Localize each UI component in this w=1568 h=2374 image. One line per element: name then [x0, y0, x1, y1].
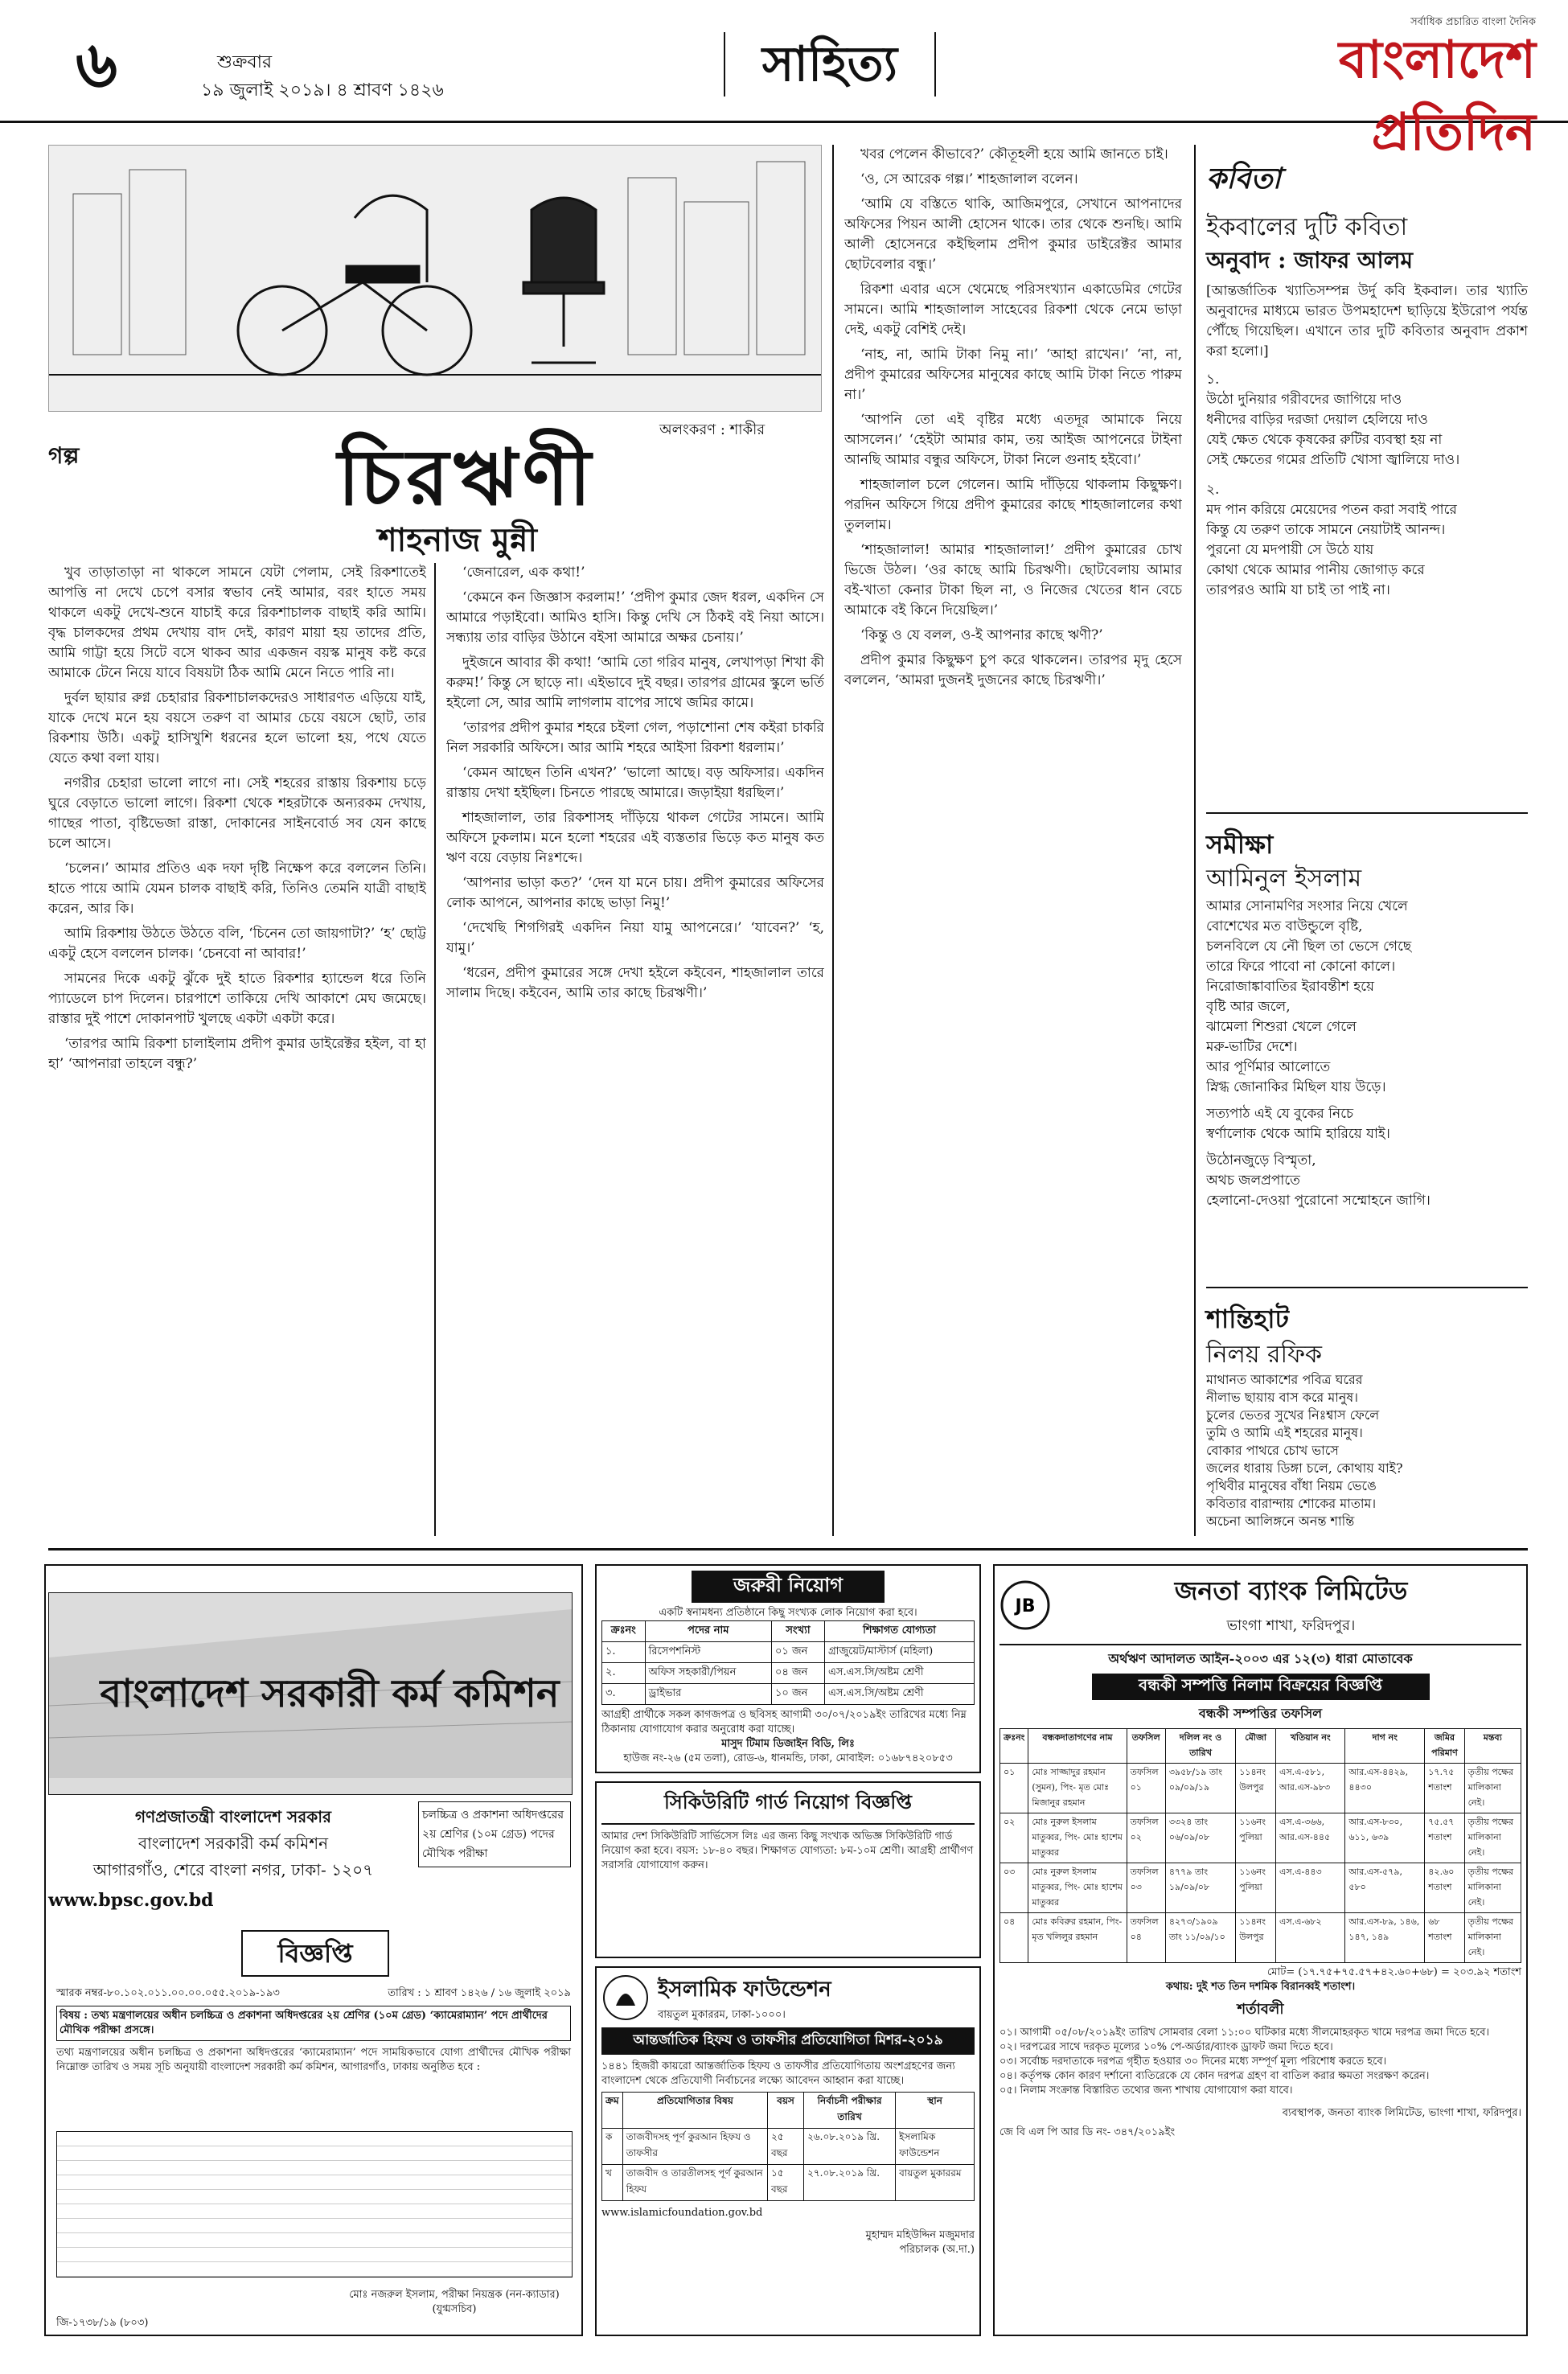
janata-terms: [999, 2026, 1521, 2098]
table-cell: এস.এ-৫৮১, আর.এস-৯৮৩: [1276, 1764, 1345, 1813]
table-cell: ১৭.৭৫ শতাংশ: [1425, 1764, 1464, 1813]
poem-line: চলনবিলে যে নৌ ছিল তা ভেসে গেছে: [1206, 939, 1412, 955]
janata-terms-title: শর্তাবলী: [1237, 2001, 1284, 2018]
table-cell: ১১৪নং উলপুর: [1236, 1913, 1276, 1963]
story-paragraph: শাহজালাল, তার রিকশাসহ দাঁড়িয়ে থাকল গেটের সামনে। আমি অফিসে ঢুকলাম। মনে হলো শহরের এই ব্যস্ততার ভিড়ে কত মানুষ কত ঋণ বয়ে বেড়ায় নিঃশব্দে।: [446, 810, 824, 866]
table-header: দাগ নং: [1345, 1729, 1425, 1764]
table-cell: ৪৭৭৯ তাং ১৯/০৯/০৮: [1165, 1863, 1235, 1913]
table-header-row: [602, 2093, 975, 2129]
story-paragraph: ‘দেখেছি শিগগিরই একদিন নিয়া যামু আপনেরে।’ ‘যাবেন?’ ‘হ, যামু।’: [446, 920, 824, 956]
bpsc-org-block: [48, 1805, 418, 1885]
table-cell: ৪২৭৩/১৯০৯ তাং ১১/০৯/১০: [1165, 1913, 1235, 1963]
bpsc-address: আগারগাঁও, শেরে বাংলা নগর, ঢাকা- ১২০৭: [92, 1860, 374, 1879]
if-signatory: মুহাম্মদ মহিউদ্দিন মজুমদার: [865, 2229, 975, 2241]
bpsc-memo: স্মারক নম্বর-৮০.১০২.০১১.০০.০০.০৫৫.২০১৯-১৯৩: [56, 1987, 280, 1999]
table-row: [602, 2129, 975, 2165]
table-row: [1000, 1863, 1521, 1913]
table-row: [602, 1663, 975, 1684]
logo-tagline: সর্বাধিক প্রচারিত বাংলা দৈনিক: [1410, 16, 1536, 28]
poem-line: আমার সোনামণির সংসার নিয়ে খেলে: [1206, 898, 1408, 914]
table-cell: মোঃ নুরুল ইসলাম মাতুব্বর, পিং- মোঃ হাশেম মাতুব্বর: [1028, 1813, 1127, 1863]
section-title: সাহিত্য: [724, 32, 936, 97]
bpsc-schedule-table: [56, 2131, 573, 2277]
table-cell: ইসলামিক ফাউন্ডেশন: [896, 2129, 975, 2165]
table-cell: তৃতীয় পক্ষের মালিকানা নেই।: [1464, 1913, 1521, 1963]
table-header: বয়স: [767, 2093, 803, 2129]
story-paragraph: ‘ও, সে আরেক গল্প।’ শাহজালাল বলেন।: [860, 171, 1078, 187]
story-paragraph: খুব তাড়াতাড়া না থাকলে সামনে যেটা পেলাম, সেই রিকশাতেই আপত্তি না দেখে চেপে বসার স্বভাব নেই আমার, বরং হাতে সময় থাকলে একটু দেখে-শুনে যাচাই করে রিকশাচালক বাছাই করি আমি। বৃদ্ধ চালকদের প্রথম দেখায় বাদ দেই, কারণ মায়া হয় তাদের প্রতি, আমি গাট্টা হয়ে সিটে বসে থাকব আর একজন বয়স্ক মানুষ কষ্ট করে আমাকে টেনে নিয়ে যাবে বিষয়টা ঠিক আমি মেনে নিতে পারি না।: [48, 565, 426, 681]
table-cell: ৭৫.৫৭ শতাংশ: [1425, 1813, 1464, 1863]
terms-item: ০৫। নিলাম সংক্রান্ত বিস্তারিত তথ্যের জন্য শাখায় যোগাযোগ করা যাবে।: [999, 2084, 1293, 2097]
story-paragraph: আমি রিকশায় উঠতে উঠতে বলি, ‘চিনেন তো জায়গাটা?’ ‘হ’ ছোট্ট একটু হেসে বললেন চালক। ‘চেনবো না আবার!’: [48, 926, 426, 962]
poems-title: ইকবালের দুটি কবিতা: [1206, 213, 1408, 241]
table-header: নির্বাচনী পরীক্ষার তারিখ: [804, 2093, 896, 2129]
table-header: শিক্ষাগত যোগ্যতা: [825, 1621, 975, 1642]
poem3-label: শান্তিহাট: [1206, 1304, 1289, 1334]
story-paragraph: ‘কেমনে কন জিজ্ঞাস করলাম!’ ‘প্রদীপ কুমার জেদ ধরল, একদিন সে আমারে পড়াইবো। আমিও হাসি। কিন্তু দেখি সে ঠিকই বই নিয়া আসে। সন্ধ্যায় তার বাড়ির উঠানে বইসা আমারে অক্ষর চেনায়।’: [446, 589, 824, 646]
if-sub: বায়তুল মুকাররম, ঢাকা-১০০০।: [658, 2009, 786, 2021]
poem-line: কিন্তু যে তরুণ তাকে সামনে নেয়াটাই আনন্দ।: [1206, 522, 1446, 538]
table-cell: ০১ জন: [771, 1642, 824, 1663]
review-body: [1206, 897, 1528, 1291]
janata-law: অর্থঋণ আদালত আইন-২০০৩ এর ১২(৩) ধারা মোতাবেক: [1108, 1651, 1413, 1666]
story-paragraph: ‘আমি যে বস্তিতে থাকি, আজিমপুরে, সেখানে আপনাদের অফিসের পিয়ন আলী হোসেন থাকে। তার থেকে শুনছি। আমি আলী হোসেনরে কইছিলাম প্রদীপ কুমার ডাইরেক্টর আমার ছোটবেলার বন্ধু।’: [844, 196, 1182, 273]
table-cell: তৃতীয় পক্ষের মালিকানা নেই।: [1464, 1813, 1521, 1863]
table-row: [602, 1642, 975, 1663]
table-cell: ৩৩২৪ তাং ০৬/০৯/০৮: [1165, 1813, 1235, 1863]
table-header: মন্তব্য: [1464, 1729, 1521, 1764]
svg-text:JB: JB: [1015, 1596, 1036, 1616]
story-title: চিরঋণী: [338, 432, 596, 523]
jobs-title: জরুরী নিয়োগ: [692, 1571, 885, 1603]
table-cell: তৃতীয় পক্ষের মালিকানা নেই।: [1464, 1764, 1521, 1813]
table-cell: এস.এ-৩৬৬, আর.এস-৪৪৫: [1276, 1813, 1345, 1863]
janata-title: বন্ধকী সম্পত্তি নিলাম বিক্রয়ের বিজ্ঞপ্তি: [1092, 1674, 1430, 1700]
table-cell: তৃতীয় পক্ষের মালিকানা নেই।: [1464, 1863, 1521, 1913]
poem-line: তুমি ও আমি এই শহরের মানুষ।: [1206, 1425, 1363, 1440]
jobs-note: আগ্রহী প্রার্থীকে সকল কাগজপত্র ও ছবিসহ আগামী ৩০/০৭/২০১৯ইং তারিখের মধ্যে নিম্ন ঠিকানায় যোগাযোগ করার অনুরোধ করা যাচ্ছে।: [601, 1709, 967, 1735]
janata-bank-name: জনতা ব্যাংক লিমিটেড: [1174, 1575, 1408, 1606]
terms-item: ০১। আগামী ০৫/০৮/২০১৯ইং তারিখ সোমবার বেলা ১১:০০ ঘটিকার মধ্যে সীলমোহরকৃত খামে দরপত্র জমা দিতে হবে।: [999, 2027, 1490, 2039]
poem-line: স্নিগ্ধ জোনাকির মিছিল যায় উড়ে।: [1206, 1079, 1386, 1095]
janata-branch: ভাংগা শাখা, ফরিদপুর।: [1226, 1617, 1356, 1634]
table-cell: এস.এস.সি/অষ্টম শ্রেণী: [825, 1684, 975, 1705]
poem-line: বৃষ্টি আর জলে,: [1206, 999, 1291, 1015]
story-paragraph: ‘তারপর প্রদীপ কুমার শহরে চইলা গেল, পড়াশোনা শেষ কইরা চাকরি নিল সরকারি অফিসে। আর আমি শহরে আইসা রিকশা ধরলাম।’: [446, 720, 824, 756]
poem-line: নিরোজাঙ্কাবাতির ইরাবন্তীশ হয়ে: [1206, 979, 1374, 995]
newspaper-logo: বাংলাদেশ প্রতিদিন: [1338, 31, 1536, 162]
table-cell: তাজবীদ ও তারতীলসহ পূর্ণ কুরআন হিফয: [622, 2165, 767, 2201]
story-illustration: [48, 145, 822, 412]
bpsc-code: জি-১৭৩৮/১৯ (৮০৩): [56, 2317, 149, 2329]
poem3-author: নিলয় রফিক: [1206, 1341, 1323, 1369]
poem-line: ১.: [1206, 372, 1220, 388]
janata-code: জে বি এল পি আর ডি নং- ৩৪৭/২০১৯ইং: [999, 2126, 1176, 2138]
table-cell: তফসিল ০৩: [1127, 1863, 1165, 1913]
table-cell: তফসিল ০৪: [1127, 1913, 1165, 1963]
janata-signatory: ব্যবস্থাপক, জনতা ব্যাংক লিমিটেড, ভাংগা শাখা, ফরিদপুর।: [1282, 2107, 1521, 2119]
section-divider: [1206, 812, 1528, 814]
bpsc-subject: বিষয় : তথ্য মন্ত্রণালয়ের অধীন চলচ্চিত্র ও প্রকাশনা অধিদপ্তরের ২য় শ্রেণির (১০ম গ্রেড) ‘ক্যামেরাম্যান’ পদে প্রার্থীদের মৌখিক পরীক্ষা প্রসঙ্গে।: [56, 2006, 571, 2041]
poem-line: সেই ক্ষেতের গমের প্রতিটি খোসা জ্বালিয়ে দাও।: [1206, 452, 1460, 468]
terms-item: ০৩। সর্বোচ্চ দরদাতাকে দরপত্র গৃহীত হওয়ার ৩০ দিনের মধ্যে সম্পূর্ণ মূল্য পরিশোধ করতে হবে।: [999, 2056, 1387, 2068]
column-divider: [1194, 145, 1196, 1536]
story-paragraph: সামনের দিকে একটু ঝুঁকে দুই হাতে রিকশার হ্যান্ডেল ধরে তিনি প্যাডেলে চাপ দিলেন। চারপাশে তাকিয়ে দেখি আকাশে মেঘ জমেছে। রাস্তার দুই পাশে দোকানপাট খুলছে একটা একটা করে।: [48, 971, 426, 1027]
jobs-company: মাসুদ টিমাম ডিজাইন বিডি, লিঃ: [721, 1738, 855, 1750]
table-cell: ১৫ বছর: [767, 2165, 803, 2201]
story-paragraph: খবর পেলেন কীভাবে?’ কৌতূহলী হয়ে আমি জানতে চাই।: [860, 146, 1168, 162]
poem-line: পৃথিবীর মানুষের বাঁধা নিয়ম ভেঙে: [1206, 1478, 1377, 1493]
table-cell: ০২: [1000, 1813, 1028, 1863]
poem-line: উঠো দুনিয়ার গরীবদের জাগিয়ে দাও: [1206, 392, 1402, 408]
table-cell: আর.এস-৮৯, ১৪৬, ১৪৭, ১৪৯: [1345, 1913, 1425, 1963]
poem-line: নীলাভ ছায়ায় বাস করে মানুষ।: [1206, 1390, 1358, 1405]
story-paragraph: ‘ধরেন, প্রদীপ কুমারের সঙ্গে দেখা হইলে কইবেন, শাহজালাল তারে সালাম দিছে। কইবেন, আমি তার কাছে চিরঋণী।’: [446, 965, 824, 1001]
story-author: শাহনাজ মুন্নী: [378, 521, 537, 559]
table-cell: মোঃ সাজ্জাদুর রহমান (সুমন), পিং- মৃত মোঃ মিজানুর রহমান: [1028, 1764, 1127, 1813]
table-header: জমির পরিমাণ: [1425, 1729, 1464, 1764]
bpsc-memo-row: [56, 1986, 571, 2001]
table-header: সংখ্যা: [771, 1621, 824, 1642]
poem-line: কবিতার বারান্দায় শোকের মাতাম।: [1206, 1496, 1377, 1511]
bpsc-side-note: চলচ্চিত্র ও প্রকাশনা অধিদপ্তরের ২য় শ্রেণির (১০ম গ্রেড) পদের মৌখিক পরীক্ষা: [418, 1801, 571, 1867]
table-cell: ২৭.০৮.২০১৯ খ্রি.: [804, 2165, 896, 2201]
jobs-ad: [595, 1564, 981, 1773]
poem-line: যেই ক্ষেত থেকে কৃষকের রুটির ব্যবস্থা হয় না: [1206, 432, 1443, 448]
rickshaw-chair-icon: [49, 146, 821, 411]
bpsc-org: বাংলাদেশ সরকারী কর্ম কমিশন: [138, 1834, 329, 1853]
table-cell: আর.এস-৮৩০, ৬১১, ৬৩৯: [1345, 1813, 1425, 1863]
poem-line: আর পূর্ণিমার আলোতে: [1206, 1059, 1331, 1075]
janata-table: [999, 1728, 1521, 1963]
story-column-3: [844, 145, 1182, 1536]
table-cell: মোঃ কবিরুর রহমান, পিং- মৃত খলিলুর রহমান: [1028, 1913, 1127, 1963]
table-row: [1000, 1913, 1521, 1963]
janata-schedule-title: বন্ধকী সম্পত্তির তফসিল: [1198, 1706, 1323, 1721]
poem-line: হেলানো-দেওয়া পুরোনো সম্মোহনে জাগি।: [1206, 1193, 1430, 1209]
table-row: [1000, 1813, 1521, 1863]
poem-line: পুরনো যে মদপায়ী সে উঠে যায়: [1206, 542, 1374, 558]
poem-line: জলের ধারায় ডিঙ্গা চলে, কোথায় যাই?: [1206, 1460, 1403, 1476]
review-author: আমিনুল ইসলাম: [1206, 865, 1362, 893]
review-label: সমীক্ষা: [1206, 829, 1274, 860]
poems-intro: [আন্তর্জাতিক খ্যাতিসম্পন্ন উর্দু কবি ইকবাল। তার খ্যাতি অনুবাদের মাধ্যমে ভারত উপমহাদেশ ছাড়িয়ে ইউরোপ পর্যন্ত পৌঁছে গিয়েছিল। এখানে তার দুটি কবিতার অনুবাদ প্রকাশ করা হলো।]: [1206, 283, 1528, 359]
column-divider: [434, 563, 436, 1536]
table-header-row: [1000, 1729, 1521, 1764]
jobs-intro: একটি স্বনামধন্য প্রতিষ্ঠানে কিছু সংখ্যক লোক নিয়োগ করা হবে।: [659, 1607, 917, 1619]
poem-line: উঠোনজুড়ে বিস্মৃতা,: [1206, 1152, 1316, 1169]
story-paragraph: দুইজনে আবার কী কথা! ‘আমি তো গরিব মানুষ, লেখাপড়া শিখা কী করুম!’ কিন্তু সে ছাড়ে না। এইভাবে দুই বছর। তারপর গ্রামের স্কুলে ভর্তি হইলো সে, আর আমি লাগলাম বাপের সাথে জমির কামে।: [446, 655, 824, 711]
table-row: [602, 2165, 975, 2201]
jobs-address: হাউজ নং-২৬ (৫ম তলা), রোড-৬, ধানমন্ডি, ঢাকা, মোবাইল: ০১৬৮৭৪২০৮৫৩: [623, 1752, 953, 1764]
story-paragraph: ‘জেনারেল, এক কথা!’: [462, 565, 585, 581]
table-header: খতিয়ান নং: [1276, 1729, 1345, 1764]
if-table: [601, 2092, 975, 2201]
table-cell: ০৪: [1000, 1913, 1028, 1963]
bpsc-gov: গণপ্রজাতন্ত্রী বাংলাদেশ সরকার: [135, 1807, 331, 1826]
story-paragraph: নগরীর চেহারা ভালো লাগে না। সেই শহরের রাস্তায় রিকশায় চড়ে ঘুরে বেড়াতে ভালো লাগে। রিকশা থেকে শহরটাকে অন্যরকম দেখায়, গাছের পাতা, বৃষ্টিভেজা রাস্তা, দোকানের সাইনবোর্ড সব যেন কাছে চলে আসে।: [48, 775, 426, 852]
poem-line: তারে ফিরে পাবো না কোনো কালে।: [1206, 959, 1396, 975]
table-header: স্থান: [896, 2093, 975, 2129]
jobs-table: [601, 1620, 975, 1705]
poem3-body: [1206, 1371, 1528, 1536]
story-paragraph: ‘শাহজালাল! আমার শাহজালাল!’ প্রদীপ কুমারের চোখ ভিজে উঠল। ‘ওর কাছে আমি চিরঋণী। ছোটবেলায় আমার বই-খাতা কেনার টাকা ছিল না, ও নিজের খেতের ধান বেচে আমাকে বই কিনে দিয়েছিল।’: [844, 542, 1182, 618]
table-cell: ২৫ বছর: [767, 2129, 803, 2165]
poem-line: ২.: [1206, 482, 1220, 498]
table-cell: ৩৯৫৮/১৯ তাং ০৯/০৯/১৯: [1165, 1764, 1235, 1813]
story-paragraph: ‘আপনার ভাড়া কত?’ ‘দেন যা মনে চায়। প্রদীপ কুমারের অফিসের লোক আপনে, আপনার কাছে ভাড়া নিমু!’: [446, 875, 824, 911]
poem-line: স্বর্ণালোক থেকে আমি হারিয়ে যাই।: [1206, 1126, 1390, 1142]
story-paragraph: প্রদীপ কুমার কিছুক্ষণ চুপ করে থাকলেন। তারপর মৃদু হেসে বললেন, ‘আমরা দুজনই দুজনের কাছে চিরঋণী।’: [844, 652, 1182, 688]
table-cell: খ: [602, 2165, 623, 2201]
day-label: শুক্রবার: [217, 52, 273, 72]
story-paragraph: ‘কেমন আছেন তিনি এখন?’ ‘ভালো আছে। বড় অফিসার। একদিন রাস্তায় দেখা হইছিল। চিনতে পারছে আমারে। জড়াইয়া ধরছিল।’: [446, 765, 824, 801]
column-divider: [832, 145, 834, 1536]
security-ad: [595, 1781, 981, 1958]
table-header-row: [602, 1621, 975, 1642]
table-cell: মোঃ নুরুল ইসলাম মাতুব্বর, পিং- মোঃ হাশেম মাতুব্বর: [1028, 1863, 1127, 1913]
janata-in-words: কথায়: দুই শত তিন দশমিক বিরানব্বই শতাংশ।: [1165, 1981, 1356, 1993]
bpsc-notice-title: বিজ্ঞপ্তি: [241, 1930, 389, 1977]
bpsc-footer: মোঃ নজরুল ইসলাম, পরীক্ষা নিয়ন্ত্রক (নন-ক্যাডার) (যুগ্মসচিব): [349, 2289, 560, 2315]
poem-line: বোশেখের মত বাউন্ডুলে বৃষ্টি,: [1206, 918, 1363, 934]
bpsc-body: তথ্য মন্ত্রণালয়ের অধীন চলচ্চিত্র ও প্রকাশনা অধিদপ্তরের ‘ক্যামেরাম্যান’ পদে সাময়িকভাবে যোগ্য প্রার্থীদের মৌখিক পরীক্ষা নিম্নোক্ত তারিখ ও সময় সূচি অনুযায়ী বাংলাদেশ সরকারী কর্ম কমিশন, আগারগাঁও, ঢাকায় অনুষ্ঠিত হবে :: [56, 2047, 571, 2073]
terms-item: ০২। দরপত্রের সাথে দরকৃত মূল্যের ১০% পে-অর্ডার/ব্যাংক ড্রাফট জমা দিতে হবে।: [999, 2041, 1333, 2053]
if-header: [601, 1973, 975, 2023]
poem-line: কোথা থেকে আমার পানীয় জোগাড় করে: [1206, 562, 1425, 578]
illustration-credit: অলংকরণ : শাকীর: [659, 421, 766, 438]
story-paragraph: ‘তারপর আমি রিকশা চালাইলাম প্রদীপ কুমার ডাইরেক্টর হইল, বা হা হা’ ‘আপনারা তাহলে বন্ধু?’: [48, 1036, 426, 1072]
ads-divider: [48, 1548, 1528, 1550]
if-website-link[interactable]: www.islamicfoundation.gov.bd: [601, 2207, 763, 2219]
if-org: ইসলামিক ফাউন্ডেশন: [658, 1978, 831, 2002]
poems-body: [1206, 281, 1528, 812]
table-header: ক্রঃনং: [602, 1621, 646, 1642]
table-cell: তাজবীদসহ পূর্ণ কুরআন হিফয ও তাফসীর: [622, 2129, 767, 2165]
table-cell: ১০ জন: [771, 1684, 824, 1705]
table-cell: ৪২.৬০ শতাংশ: [1425, 1863, 1464, 1913]
table-header: প্রতিযোগিতার বিষয়: [622, 2093, 767, 2129]
table-cell: ০৩: [1000, 1863, 1028, 1913]
if-designation: পরিচালক (অ.দা.): [899, 2244, 975, 2256]
story-column-2: [446, 563, 824, 1536]
table-header: মৌজা: [1236, 1729, 1276, 1764]
poem-line: মদ পান করিয়ে মেয়েদের পতন করা সবাই পারে: [1206, 502, 1457, 518]
if-title: আন্তর্জাতিক হিফয ও তাফসীর প্রতিযোগিতা মিশর-২০১৯: [601, 2027, 975, 2055]
table-cell: ১১৪নং উলপুর: [1236, 1764, 1276, 1813]
security-body: আমার দেশ সিকিউরিটি সার্ভিসেস লিঃ এর জন্য কিছু সংখ্যক অভিজ্ঞ সিকিউরিটি গার্ড নিয়োগ করা হবে। বয়স: ১৮-৪০ বছর। শিক্ষাগত যোগ্যতা: ৮ম-১০ম শ্রেণী। আগ্রহী প্রার্থীগণ সরাসরি যোগাযোগ করুন।: [601, 1830, 974, 1871]
poem-line: অথচ জলপ্রপাতে: [1206, 1173, 1300, 1189]
table-row: [602, 1684, 975, 1705]
poem-line: অচেনা আলিঙ্গনে অনন্ত শান্তি: [1206, 1514, 1355, 1529]
table-cell: ৩.: [602, 1684, 646, 1705]
table-cell: ১১৬নং পুলিয়া: [1236, 1813, 1276, 1863]
islamic-foundation-ad: [595, 1966, 981, 2336]
table-cell: এস.এ-৪৪৩: [1276, 1863, 1345, 1913]
table-cell: ০৪ জন: [771, 1663, 824, 1684]
story-paragraph: ‘চলেন।’ আমার প্রতিও এক দফা দৃষ্টি নিক্ষেপ করে বললেন তিনি। হাতে পায়ে আমি যেমন চালক বাছাই করি, তিনিও তেমনি যাত্রী বাছাই করেন, আর কি।: [48, 860, 426, 917]
table-cell: ড্রাইভার: [645, 1684, 771, 1705]
bpsc-banner-text: বাংলাদেশ সরকারী কর্ম কমিশন: [100, 1671, 560, 1716]
poem-line: বোকার পাথরে চোখ ভাসে: [1206, 1443, 1339, 1458]
poem-line: চুলের ভেতর সুখের নিঃশ্বাস ফেলে: [1206, 1407, 1380, 1423]
janata-header: [999, 1571, 1521, 1645]
table-header: দলিল নং ও তারিখ: [1165, 1729, 1235, 1764]
poem-line: ধনীদের বাড়ির দরজা দেয়াল হেলিয়ে দাও: [1206, 412, 1428, 428]
table-cell: আর.এস-৪৪২৯, ৪৪৩০: [1345, 1764, 1425, 1813]
poem-line: ঝামেলা শিশুরা খেলে গেলে: [1206, 1019, 1357, 1035]
story-paragraph: শাহজালাল চলে গেলেন। আমি দাঁড়িয়ে থাকলাম কিছুক্ষণ। পরদিন অফিসে গিয়ে প্রদীপ কুমারের কাছে শাহজালালের কথা তুললাম।: [844, 477, 1182, 533]
bpsc-memo-block: [56, 1986, 571, 2075]
table-cell: এস.এস.সি/অষ্টম শ্রেণী: [825, 1663, 975, 1684]
table-header: বন্ধকদাতাগণের নাম: [1028, 1729, 1127, 1764]
poems-label: কবিতা: [1206, 162, 1281, 195]
table-cell: তফসিল ০২: [1127, 1813, 1165, 1863]
table-cell: ২.: [602, 1663, 646, 1684]
section-divider: [1206, 1287, 1528, 1288]
table-cell: ১.: [602, 1642, 646, 1663]
table-cell: রিসেপশনিস্ট: [645, 1642, 771, 1663]
date-label: ১৯ জুলাই ২০১৯। ৪ শ্রাবণ ১৪২৬: [201, 80, 444, 101]
table-cell: ২৬.০৮.২০১৯ খ্রি.: [804, 2129, 896, 2165]
story-paragraph: ‘নাহ, না, আমি টাকা নিমু না।’ ‘আহা রাখেন।’ ‘না, না, প্রদীপ কুমারের অফিসের মানুষের কাছে আমি টাকা নিতে পারুম না।’: [844, 347, 1182, 403]
foundation-logo-icon: [601, 1974, 650, 2022]
table-cell: গ্রাজুয়েট/মাস্টার্স (মহিলা): [825, 1642, 975, 1663]
story-paragraph: দুর্বল ছায়ার রুগ্ন চেহারার রিকশাচালকদেরও সাধারণত এড়িয়ে যাই, যাকে দেখে মনে হয় বয়সে তরুণ বা আমার চেয়ে বয়সে ছোট, তার রিকশায় উঠি। একটু হাসিখুশি ধরনের হলে ভালো হয়, পথে যেতে যেতে কথা বলা যায়।: [48, 690, 426, 766]
table-cell: বায়তুল মুকাররম: [896, 2165, 975, 2201]
table-header: ক্রম: [602, 2093, 623, 2129]
table-cell: অফিস সহকারী/পিয়ন: [645, 1663, 771, 1684]
table-header: তফসিল: [1127, 1729, 1165, 1764]
poem-line: মাথানত আকাশের পবিত্র ঘরের: [1206, 1372, 1363, 1387]
table-cell: ৬৮ শতাংশ: [1425, 1913, 1464, 1963]
poem-line: সত্যপাঠ এই যে বুকের নিচে: [1206, 1106, 1354, 1122]
table-row: [1000, 1764, 1521, 1813]
poem-line: তারপরও আমি যা চাই তা পাই না।: [1206, 582, 1390, 598]
bpsc-date: তারিখ : ১ শ্রাবণ ১৪২৬ / ১৬ জুলাই ২০১৯: [388, 1987, 571, 1999]
table-header: পদের নাম: [645, 1621, 771, 1642]
table-cell: ক: [602, 2129, 623, 2165]
bank-logo-icon: [999, 1579, 1051, 1631]
table-cell: ০১: [1000, 1764, 1028, 1813]
bpsc-website-link[interactable]: www.bpsc.gov.bd: [48, 1890, 214, 1911]
poem-line: মরু-ভাটির দেশে।: [1206, 1039, 1298, 1055]
story-column-1: [48, 563, 426, 1536]
page-number: ৬: [75, 27, 118, 102]
table-cell: এস.এ-৬৮২: [1276, 1913, 1345, 1963]
table-cell: ১১৬নং পুলিয়া: [1236, 1863, 1276, 1913]
table-header: ক্রঃনং: [1000, 1729, 1028, 1764]
terms-item: ০৪। কর্তৃপক্ষ কোন কারণ দর্শানো ব্যতিরেকে যে কোন দরপত্র গ্রহণ বা বাতিল করার ক্ষমতা সংরক্ষণ করেন।: [999, 2070, 1430, 2082]
table-cell: আর.এস-৫৭৯, ৫৮০: [1345, 1863, 1425, 1913]
janata-bank-ad: [993, 1564, 1528, 2336]
janata-total: মোট= (১৭.৭৫+৭৫.৫৭+৪২.৬০+৬৮) = ২০৩.৯২ শতাংশ: [1267, 1966, 1521, 1978]
story-paragraph: ‘আপনি তো এই বৃষ্টির মধ্যে এতদূর আমাকে নিয়ে আসলেন।’ ‘হেইটা আমার কাম, তয় আইজ আপনেরে টাইনা আনছি আমার বন্ধুর অফিসে, টাকা নিলে গুনাহ হইবো।’: [844, 412, 1182, 468]
security-title: সিকিউরিটি গার্ড নিয়োগ বিজ্ঞপ্তি: [601, 1788, 975, 1825]
if-body: ১৪৪১ হিজরী কায়রো আন্তর্জাতিক হিফয ও তাফসীর প্রতিযোগিতায় অংশগ্রহণের জন্য বাংলাদেশ থেকে প্রতিযোগী নির্বাচনের লক্ষ্যে আবেদন আহ্বান করা যাচ্ছে।: [601, 2060, 955, 2087]
poems-translator: অনুবাদ : জাফর আলম: [1206, 247, 1414, 273]
story-genre: গল্প: [48, 442, 80, 469]
story-paragraph: রিকশা এবার এসে থেমেছে পরিসংখ্যান একাডেমির গেটের সামনে। আমি শাহজালাল সাহেবের রিকশা থেকে নেমে ভাড়া দেই, একটু বেশিই দেই।: [844, 281, 1182, 338]
story-paragraph: ‘কিন্তু ও যে বলল, ও-ই আপনার কাছে ঋণী?’: [860, 627, 1103, 643]
table-cell: তফসিল ০১: [1127, 1764, 1165, 1813]
